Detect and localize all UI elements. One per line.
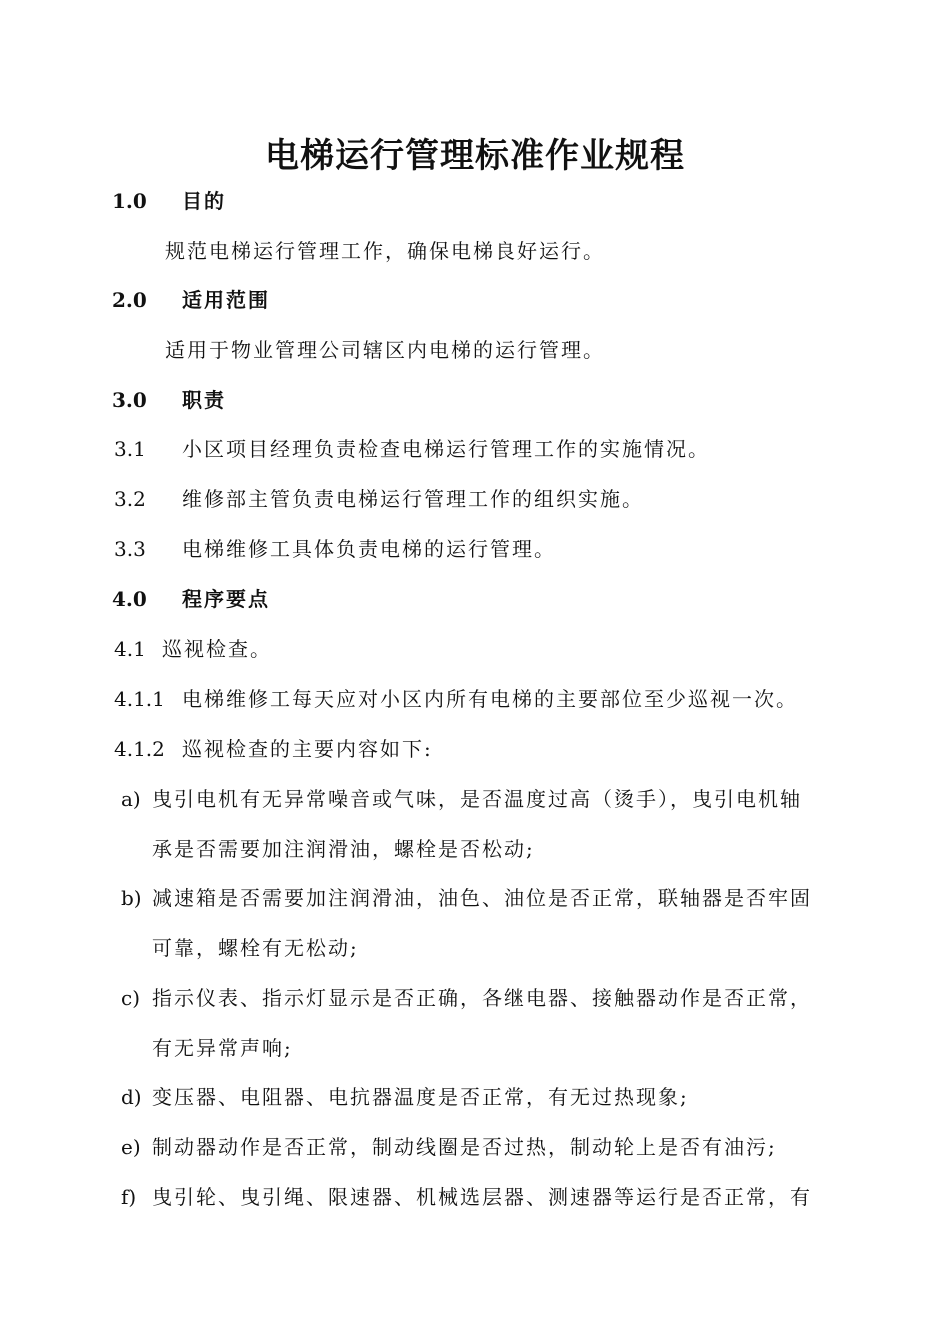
item-text: 维修部主管负责电梯运行管理工作的组织实施。 (182, 487, 644, 511)
subsection-text: 巡视检查的主要内容如下: (182, 737, 433, 761)
list-item (0, 434, 950, 464)
item-text: 可靠，螺栓有无松动; (152, 936, 359, 960)
item-label: b) (121, 886, 142, 910)
section-heading-scope (0, 285, 950, 315)
item-text: 制动器动作是否正常，制动线圈是否过热，制动轮上是否有油污; (152, 1135, 777, 1159)
list-item (0, 534, 950, 564)
item-text: 变压器、电阻器、电抗器温度是否正常，有无过热现象; (152, 1085, 689, 1109)
item-text: 电梯维修工具体负责电梯的运行管理。 (182, 537, 556, 561)
section-number: 3.0 (112, 388, 147, 412)
section-heading-procedure (0, 584, 950, 614)
item-text: 承是否需要加注润滑油，螺栓是否松动; (152, 837, 535, 861)
item-text: 小区项目经理负责检查电梯运行管理工作的实施情况。 (182, 437, 710, 461)
checklist-item-e (0, 1132, 950, 1162)
paragraph-text: 规范电梯运行管理工作，确保电梯良好运行。 (165, 239, 605, 263)
subsection-number: 4.1 (114, 637, 146, 661)
checklist-item-f (0, 1182, 950, 1212)
checklist-item-c-continued (0, 1033, 950, 1063)
section-number: 2.0 (112, 288, 147, 312)
item-text: 曳引电机有无异常噪音或气味，是否温度过高（烫手），曳引电机轴 (152, 787, 802, 811)
checklist-item-a (0, 784, 950, 814)
checklist-item-c (0, 983, 950, 1013)
checklist-item-d (0, 1082, 950, 1112)
checklist-item-b (0, 883, 950, 913)
document-title: 电梯运行管理标准作业规程 (265, 136, 685, 176)
item-number: 3.1 (114, 437, 146, 461)
subsection-text: 电梯维修工每天应对小区内所有电梯的主要部位至少巡视一次。 (182, 687, 798, 711)
item-label: a) (121, 787, 141, 811)
checklist-item-b-continued (0, 933, 950, 963)
subsection-number: 4.1.1 (114, 687, 165, 711)
section-heading-purpose (0, 186, 950, 216)
item-text: 有无异常声响; (152, 1036, 293, 1060)
item-number: 3.2 (114, 487, 146, 511)
section-title: 目的 (182, 189, 226, 213)
section-number: 4.0 (112, 587, 147, 611)
item-number: 3.3 (114, 537, 146, 561)
section-body (0, 236, 950, 266)
section-body (0, 335, 950, 365)
list-item (0, 484, 950, 514)
item-label: c) (121, 986, 141, 1010)
item-text: 减速箱是否需要加注润滑油，油色、油位是否正常，联轴器是否牢固 (152, 886, 812, 910)
checklist-item-a-continued (0, 834, 950, 864)
section-number: 1.0 (112, 189, 147, 213)
subsection-text: 巡视检查。 (162, 637, 272, 661)
section-title: 程序要点 (182, 587, 270, 611)
item-label: d) (121, 1085, 142, 1109)
item-label: e) (121, 1135, 141, 1159)
item-text: 曳引轮、曳引绳、限速器、机械选层器、测速器等运行是否正常，有 (152, 1185, 812, 1209)
section-title: 适用范围 (182, 288, 270, 312)
subsection (0, 684, 950, 714)
subsection-number: 4.1.2 (114, 737, 165, 761)
paragraph-text: 适用于物业管理公司辖区内电梯的运行管理。 (165, 338, 605, 362)
section-title: 职责 (182, 388, 226, 412)
item-label: f) (121, 1185, 137, 1209)
item-text: 指示仪表、指示灯显示是否正确，各继电器、接触器动作是否正常， (152, 986, 812, 1010)
subsection (0, 734, 950, 764)
subsection (0, 634, 950, 664)
section-heading-responsibility (0, 385, 950, 415)
